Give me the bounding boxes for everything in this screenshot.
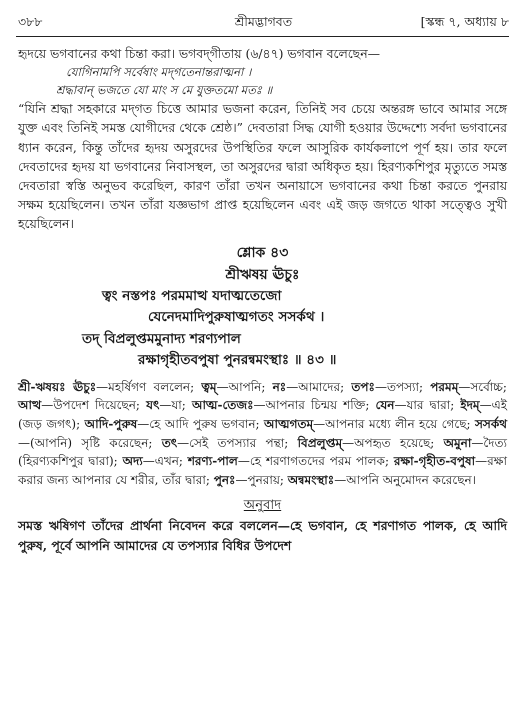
synonyms-paragraph: শ্রী-ঋষয়ঃ ঊচুঃ—মহর্ষিগণ বললেন; ত্বম্—আপনি; নঃ—আমাদের; তপঃ—তপস্যা; পরমম্—সর্বোচ্চ; আত্থ—উপদেশ দিয়েছেন; যৎ—যা; আত্ম-তেজঃ—আপনার চিন্ময় শক্তি; যেন—যার দ্বারা; ইদম্—এই (জড় জগৎ); আদি-পুরুষ—হে আদি পুরুষ ভগবান; আত্মগতম্—আপনার মধ্যে লীন হয়ে গেছে; সসর্কথ—(আপনি) সৃষ্টি করেছেন; তৎ—সেই তপস্যার পন্থা; বিপ্রলুপ্তম্—অপহৃত হয়েছে; অমুনা—দৈত্য (হিরণ্যকশিপুর দ্বারা); অদ্য—এখন; শরণ্য-পাল—হে শরণাগতদের পরম পালক; রক্ষা-গৃহীত-বপুষা—রক্ষা করার জন্য আপনার যে শরীর, তাঁর দ্বারা; পুনঃ—পুনরায়; অন্বমংস্থাঃ—আপনি অনুমোদন করেছেন। <box>18 379 507 488</box>
header-rule <box>16 36 509 37</box>
synonym-term: শরণ্য-পাল <box>187 454 238 469</box>
synonym-meaning: দৈত্য (হিরণ্যকশিপুর দ্বারা); <box>18 435 507 469</box>
synonym-term: সসর্কথ <box>474 417 507 432</box>
sloka-heading: শ্লোক ৪৩ <box>236 244 289 261</box>
translation-heading-text: অনুবাদ <box>243 497 282 513</box>
synonym-term: অন্বমংস্থাঃ <box>287 473 335 488</box>
synonym-term: পরমম্ <box>430 379 459 394</box>
synonym-meaning: যা; <box>171 398 186 413</box>
synonym-meaning: পুনরায়; <box>247 473 284 488</box>
synonym-meaning: হে আদি পুরুষ ভগবান; <box>149 417 260 432</box>
translation-text: সমস্ত ঋষিগণ তাঁদের প্রার্থনা নিবেদন করে বললেন—হে ভগবান, হে শরণাগত পালক, হে আদি পুরুষ, পূর্বে আপনি আমাদের যে তপস্যার বিধির উপদেশ <box>18 517 507 553</box>
synonym-term: আত্মগতম্ <box>264 417 314 432</box>
page-header <box>18 14 509 36</box>
synonym-term: শ্রী-ঋষয়ঃ ঊচুঃ <box>18 379 97 394</box>
synonym-term: তপঃ <box>351 379 375 394</box>
section-label: [স্কন্ধ ৭, অধ্যায় ৮ <box>420 14 509 29</box>
synonym-term: অমুনা <box>443 435 472 450</box>
synonym-term: নঃ <box>272 379 287 394</box>
synonym-term: রক্ষা-গৃহীত-বপুষা <box>393 454 476 469</box>
synonym-term: ত্বম্ <box>201 379 217 394</box>
synonym-meaning: মহর্ষিগণ বললেন; <box>108 379 195 394</box>
synonym-meaning: উপদেশ দিয়েছেন; <box>53 398 140 413</box>
book-title: শ্রীমদ্ভাগবত <box>234 14 293 29</box>
synonym-meaning: তপস্যা; <box>386 379 424 394</box>
synonym-term: আদি-পুরুষ <box>84 417 138 432</box>
page-body <box>18 44 507 556</box>
synonym-meaning: অপহৃত হয়েছে; <box>354 435 435 450</box>
synonym-term: তৎ <box>161 435 178 450</box>
synonym-meaning: আপনার মধ্যে লীন হয়ে গেছে; <box>325 417 471 432</box>
synonym-term: আত্ম-তেজঃ <box>191 398 254 413</box>
synonym-term: যেন <box>375 398 395 413</box>
synonym-meaning: হে শরণাগতদের পরম পালক; <box>249 454 389 469</box>
sloka-speaker: শ্রীঋষয় ঊচুঃ <box>225 266 300 283</box>
synonym-meaning: আমাদের; <box>298 379 345 394</box>
synonym-term: ইদম্ <box>460 398 480 413</box>
purport-intro: হৃদয়ে ভগবানের কথা চিন্তা করা। ভগবদ্‌গীতায় (৬/৪৭) ভগবান বলেছেন— <box>18 46 380 61</box>
synonym-term: অদ্য <box>122 454 143 469</box>
synonym-term: বিপ্রলুপ্তম্ <box>297 435 343 450</box>
page-number: ৩৮৮ <box>18 14 43 29</box>
synonym-meaning: এখন; <box>154 454 183 469</box>
synonym-meaning: রক্ষা করার জন্য আপনার যে শরীর, তাঁর দ্বারা; <box>18 454 507 488</box>
synonym-meaning: আপনার চিন্ময় শক্তি; <box>265 398 370 413</box>
synonym-meaning: আপনি অনুমোদন করেছেন। <box>346 473 476 488</box>
synonym-term: আত্থ <box>18 398 42 413</box>
synonym-meaning: এই (জড় জগৎ); <box>18 398 507 432</box>
synonym-meaning: সর্বোচ্চ; <box>470 379 507 394</box>
verse-line-1: ত্বং নস্তপঃ পরমমাত্থ যদাত্মতেজো <box>102 287 282 304</box>
translation-heading <box>18 496 507 516</box>
verse-line-2: যেনেদমাদিপুরুষাত্মগতং সসর্কথ । <box>148 309 325 326</box>
gita-quote-line-2: শ্রদ্ধাবান্ ভজতে যো মাং স মে যুক্ততমো মতঃ ॥ <box>56 83 273 98</box>
synonym-term: পুনঃ <box>213 473 236 488</box>
synonym-meaning: যার দ্বারা; <box>406 398 455 413</box>
synonym-meaning: আপনি; <box>228 379 266 394</box>
gita-quote-line-1: যোগিনামপি সর্বেষাং মদ্‌গতেনান্তরাত্মনা । <box>66 65 252 80</box>
synonym-term: যৎ <box>146 398 160 413</box>
purport-paragraph: “যিনি শ্রদ্ধা সহকারে মদ্‌গত চিত্তে আমার ভজনা করেন, তিনিই সব চেয়ে অন্তরঙ্গ ভাবে আমার সঙ্গে যুক্ত এবং তিনিই সমস্ত যোগীদের থেকে শ্রেষ্ঠ।” দেবতারা সিদ্ধ যোগী হওয়ার উদ্দেশ্যে সর্বদা ভগবানের ধ্যান করেন, কিন্তু তাঁদের হৃদয় অসুরদের উপস্থিতির ফলে আসুরিক কার্যকলাপে পূর্ণ হয়। তার ফলে দেবতাদের হৃদয় যা ভগবানের নিবাসস্থল, তা অসুরদের দ্বারা অধিকৃত হয়। হিরণ্যকশিপুর মৃত্যুতে সমস্ত দেবতারা স্বস্তি অনুভব করেছিল, কারণ তাঁরা তখন অনায়াসে ভগবানের কথা চিন্তা করতে পুনরায় সক্ষম হয়েছিলেন। তখন তাঁরা যজ্ঞভাগ প্রাপ্ত হয়েছিলেন এবং এই জড় জগতে থাকা সত্ত্বেও সুখী হয়েছিলেন। <box>18 101 507 232</box>
verse-line-3: তদ্ বিপ্রলুপ্তমমুনাদ্য শরণ্যপাল <box>82 330 241 347</box>
synonym-meaning: সেই তপস্যার পন্থা; <box>189 435 289 450</box>
synonym-meaning: (আপনি) সৃষ্টি করেছেন; <box>30 435 153 450</box>
verse-line-4: রক্ষাগৃহীতবপুষা পুনরন্বমংস্থাঃ ॥ ৪৩ ॥ <box>138 352 337 369</box>
